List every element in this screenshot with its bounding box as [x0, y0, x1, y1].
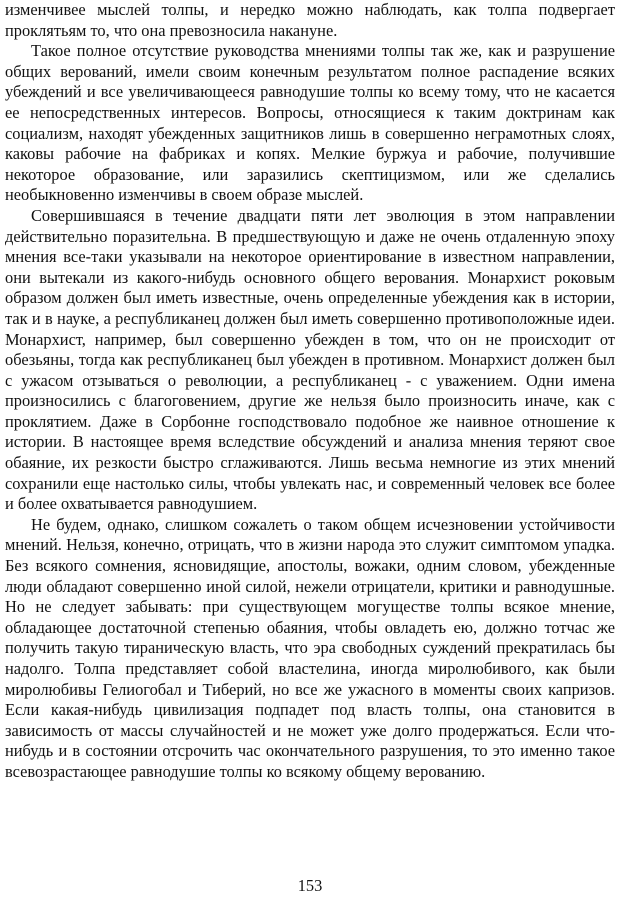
body-text [5, 0, 615, 783]
paragraph-2: Такое полное отсутствие руководства мнениями толпы так же, как и разрушение общих верований, имели своим конечным результатом полное распадение всяких убеждений и все увеличивающееся равнодушие толпы ко всему тому, что не касается ее непосредственных интересов. Вопросы, относящиеся к таким доктринам как социализм, находят убежденных защитников лишь в совершенно неграмотных слоях, каковы рабочие на фабриках и копях. Мелкие буржуа и рабочие, получившие некоторое образование, или заразились скептицизмом, или же сделались необыкновенно изменчивы в своем образе мыслей. [5, 41, 615, 205]
book-page [5, 0, 615, 915]
paragraph-continuation: изменчивее мыслей толпы, и нередко можно наблюдать, как толпа подвергает проклятьям то, что она превозносила накануне. [5, 0, 615, 40]
page-number: 153 [297, 876, 323, 895]
paragraph-3: Совершившаяся в течение двадцати пяти лет эволюция в этом направлении действительно поразительна. В предшествующую и даже не очень отдаленную эпоху мнения все-таки указывали на некоторое ориентирование в известном направлении, они вытекали из какого-нибудь основного общего верования. Монархист роковым образом должен был иметь известные, очень определенные убеждения как в истории, так и в науке, а республиканец должен был иметь совершенно противоположные идеи. Монархист, например, был совершенно убежден в том, что он не происходит от обезьяны, тогда как республиканец был убежден в противном. Монархист должен был с ужасом отзываться о революции, а республиканец - с уважением. Одни имена произносились с благоговением, другие же нельзя было произносить иначе, как с проклятием. Даже в Сорбонне господствовало подобное же наивное отношение к истории. В настоящее время вследствие обсуждений и анализа мнения теряют свое обаяние, их резкости быстро сглаживаются. Лишь весьма немногие из этих мнений сохранили еще настолько силы, чтобы увлекать нас, и современный человек все более и более охватывается равнодушием. [5, 205, 615, 514]
paragraph-4: Не будем, однако, слишком сожалеть о таком общем исчезновении устойчивости мнений. Нельзя, конечно, отрицать, что в жизни народа это служит симптомом упадка. Без всякого сомнения, ясновидящие, апостолы, вожаки, одним словом, убежденные люди обладают совершенно иной силой, нежели отрицатели, критики и равнодушные. Но не следует забывать: при существующем могуществе толпы всякое мнение, обладающее достаточной степенью обаяния, чтобы овладеть ею, должно тотчас же получить такую тираническую власть, что эра свободных суждений прекратилась бы надолго. Толпа представляет собой властелина, иногда миролюбивого, как были миролюбивы Гелиогобал и Тиберий, но все же ужасного в моменты своих капризов. Если какая-нибудь цивилизация подпадет под власть толпы, она становится в зависимость от массы случайностей и не может уже долго продержаться. Если что-нибудь и в состоянии отсрочить час окончательного разрушения, то это именно такое всевозрастающее равнодушие толпы ко всякому общему верованию. [5, 514, 615, 781]
